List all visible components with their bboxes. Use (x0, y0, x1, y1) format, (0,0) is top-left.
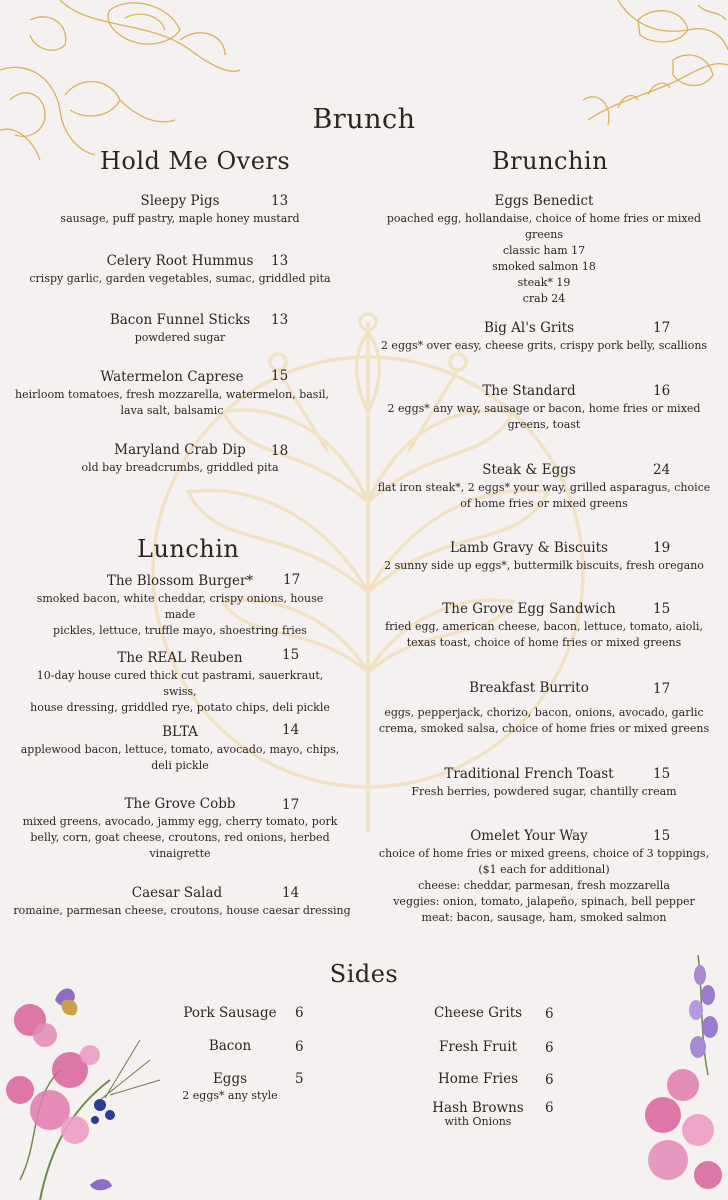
side-name: Cheese Grits (433, 1005, 523, 1021)
benedict-option: crab 24 (522, 292, 566, 305)
item-name: Steak & Eggs (482, 462, 576, 478)
item-price: 13 (271, 193, 289, 209)
menu-item (12, 885, 352, 919)
benedict-option: classic ham 17 (502, 244, 586, 257)
side-price: 6 (545, 1040, 554, 1056)
item-price: 13 (271, 312, 289, 328)
item-name: Watermelon Caprese (100, 369, 244, 385)
section-heading-lunchin: Lunchin (137, 535, 240, 563)
item-description: fried egg, american cheese, bacon, lettuce, tomato, aioli, texas toast, choice of home fries or mixed greens (385, 620, 703, 649)
section-heading-brunchin: Brunchin (492, 147, 609, 175)
item-price: 18 (271, 443, 289, 459)
menu-title: Brunch (312, 104, 416, 135)
item-description: poached egg, hollandaise, choice of home fries or mixed greens (386, 212, 702, 241)
item-name: Traditional French Toast (444, 766, 614, 782)
side-name: Pork Sausage (183, 1005, 277, 1021)
side-price: 5 (295, 1071, 304, 1087)
item-description: 2 sunny side up eggs*, buttermilk biscuits, fresh oregano (384, 559, 704, 572)
side-name: Home Fries (437, 1071, 519, 1087)
item-price: 17 (653, 681, 671, 697)
item-price: 15 (271, 368, 289, 384)
side-name: Fresh Fruit (439, 1039, 517, 1055)
pink-flowers-bottom-left-illustration (0, 980, 170, 1200)
menu-item (20, 573, 340, 639)
item-name: Big Al's Grits (483, 320, 575, 336)
section-heading-hold-me-overs: Hold Me Overs (100, 147, 291, 175)
item-name: Lamb Gravy & Biscuits (450, 540, 608, 556)
menu-item (370, 320, 718, 354)
item-name: The REAL Reuben (117, 650, 243, 666)
item-description: crispy garlic, garden vegetables, sumac, griddled pita (29, 272, 331, 285)
side-price: 6 (295, 1005, 304, 1021)
item-price: 17 (283, 572, 301, 588)
benedict-option: steak* 19 (517, 276, 571, 289)
item-description: 2 eggs* any way, sausage or bacon, home fries or mixed greens, toast (387, 402, 701, 431)
item-price: 14 (282, 885, 300, 901)
item-price: 17 (282, 797, 300, 813)
menu-item-eggs-benedict (370, 193, 718, 307)
omelet-topping-line: cheese: cheddar, parmesan, fresh mozzarella (418, 879, 670, 892)
item-description: 2 eggs* over easy, cheese grits, crispy pork belly, scallions (380, 339, 708, 352)
omelet-topping-line: meat: bacon, sausage, ham, smoked salmon (421, 911, 667, 924)
item-name: The Blossom Burger* (106, 573, 254, 589)
item-name: Breakfast Burrito (469, 680, 589, 696)
side-name: Bacon (208, 1038, 252, 1054)
menu-item (370, 383, 718, 433)
item-description: old bay breadcrumbs, griddled pita (81, 461, 279, 474)
benedict-option: smoked salmon 18 (492, 260, 596, 273)
item-description: applewood bacon, lettuce, tomato, avocado, mayo, chips, deli pickle (20, 743, 340, 772)
item-name: BLTA (162, 724, 198, 740)
item-name: Sleepy Pigs (140, 193, 220, 209)
menu-item (20, 253, 340, 287)
item-price: 13 (271, 253, 289, 269)
item-description: eggs, pepperjack, chorizo, bacon, onions, avocado, garlic crema, smoked salsa, choice of home fries or mixed greens (378, 706, 710, 735)
item-price: 14 (282, 722, 300, 738)
side-price: 6 (545, 1100, 554, 1116)
item-price: 24 (653, 462, 671, 478)
item-price: 15 (282, 647, 300, 663)
item-name: The Standard (482, 383, 576, 399)
item-name: Maryland Crab Dip (114, 442, 246, 458)
menu-item (370, 540, 718, 574)
menu-item (14, 369, 330, 419)
item-description: Fresh berries, powdered sugar, chantilly cream (411, 785, 677, 798)
menu-item-omelet (370, 828, 718, 926)
menu-item (370, 680, 718, 737)
item-description: smoked bacon, white cheddar, crispy onions, house made pickles, lettuce, truffle mayo, shoestring fries (36, 592, 324, 637)
side-price: 6 (545, 1072, 554, 1088)
item-price: 16 (653, 383, 671, 399)
side-price: 6 (295, 1039, 304, 1055)
item-price: 15 (653, 828, 671, 844)
item-description: sausage, puff pastry, maple honey mustard (60, 212, 300, 225)
section-heading-sides: Sides (329, 960, 399, 988)
item-description: flat iron steak*, 2 eggs* your way, grilled asparagus, choice of home fries or mixed greens (377, 481, 711, 510)
menu-item (20, 312, 340, 346)
menu-item (370, 462, 718, 512)
item-name: Bacon Funnel Sticks (109, 312, 251, 328)
menu-item (370, 766, 718, 800)
menu-item (370, 601, 718, 651)
item-name: Omelet Your Way (470, 828, 588, 844)
side-price: 6 (545, 1006, 554, 1022)
item-name: Celery Root Hummus (106, 253, 254, 269)
item-description: heirloom tomatoes, fresh mozzarella, watermelon, basil, lava salt, balsamic (14, 388, 329, 417)
item-name: The Grove Egg Sandwich (442, 601, 616, 617)
item-price: 15 (653, 766, 671, 782)
side-description: with Onions (444, 1115, 512, 1128)
menu-item (20, 724, 340, 774)
item-price: 15 (653, 601, 671, 617)
item-description: 10-day house cured thick cut pastrami, sauerkraut, swiss, house dressing, griddled rye, potato chips, deli pickle (30, 669, 330, 714)
item-description: romaine, parmesan cheese, croutons, house caesar dressing (13, 904, 351, 917)
item-description: choice of home fries or mixed greens, choice of 3 toppings, ($1 each for additional) (378, 847, 710, 876)
item-description: mixed greens, avocado, jammy egg, cherry tomato, pork belly, corn, goat cheese, croutons, red onions, herbed vinaigrette (22, 815, 338, 860)
side-name: Hash Browns (432, 1100, 524, 1116)
gold-floral-top-left-illustration (0, 0, 250, 160)
side-description: 2 eggs* any style (182, 1089, 278, 1102)
item-price: 19 (653, 540, 671, 556)
menu-item (20, 193, 340, 227)
menu-item (20, 442, 340, 476)
omelet-topping-line: veggies: onion, tomato, jalapeño, spinach, bell pepper (393, 895, 695, 908)
item-price: 17 (653, 320, 671, 336)
purple-flowers-bottom-right-illustration (628, 955, 728, 1200)
menu-item (20, 647, 340, 716)
item-name: Eggs Benedict (494, 193, 594, 209)
item-description: powdered sugar (134, 331, 226, 344)
item-name: Caesar Salad (131, 885, 223, 901)
menu-item (20, 796, 340, 862)
side-name: Eggs (212, 1071, 248, 1087)
item-name: The Grove Cobb (124, 796, 236, 812)
